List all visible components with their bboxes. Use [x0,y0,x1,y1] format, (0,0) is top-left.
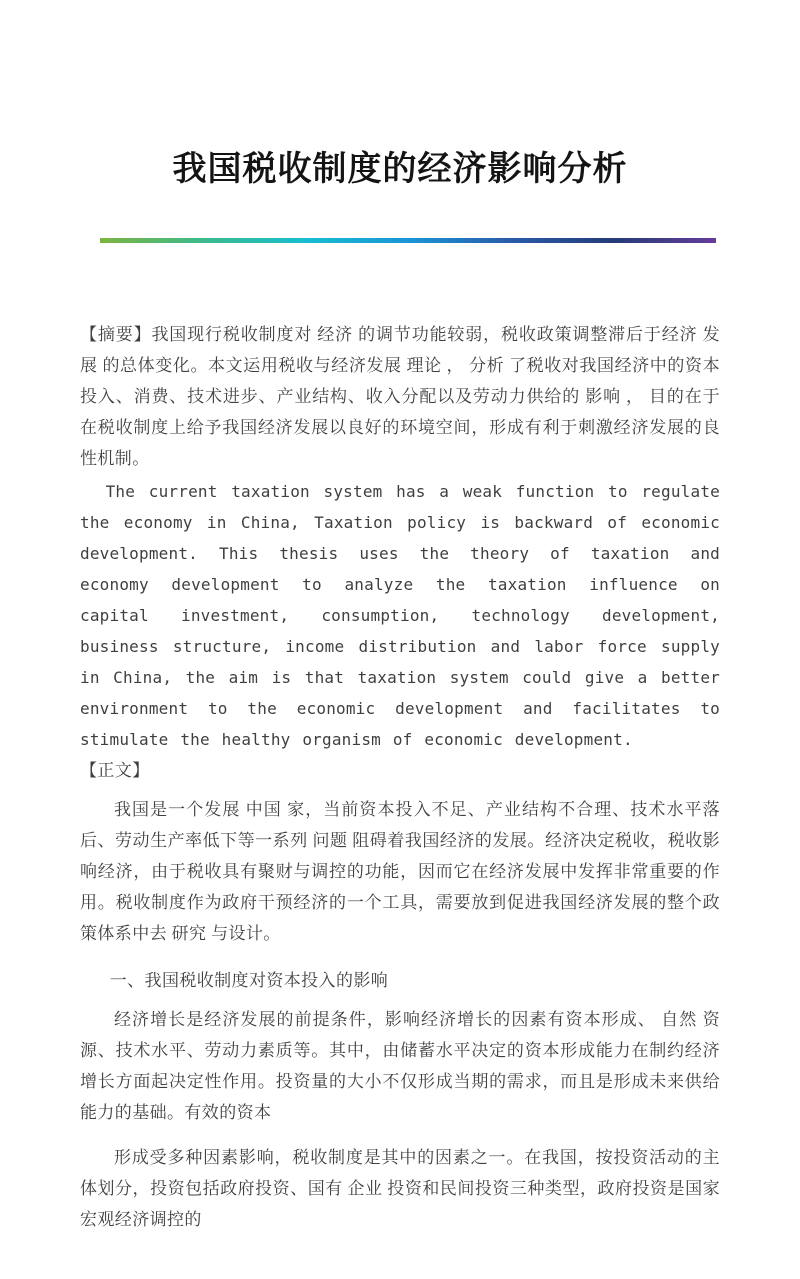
body-paragraph-3: 形成受多种因素影响，税收制度是其中的因素之一。在我国，按投资活动的主体划分，投资包括政府投资、国有 企业 投资和民间投资三种类型，政府投资是国家宏观经济调控的 [80,1148,720,1229]
body-section-label: 【正文】 [80,761,150,780]
section-heading-1: 一、我国税收制度对资本投入的影响 [109,971,389,990]
english-abstract-paragraph: The current taxation system has a weak function to regulate the economy in China, Taxation policy is backward of economic development. This thesis uses the theory of taxation and economy development to analyze the taxation influence on capital investment, consumption, technology development, business structure, income distribution and labor force supply in China, the aim is that taxation system could give a better environment to the economic development and facilitates to stimulate the healthy organism of economic development. [80,482,720,749]
document-page [0,148,800,1279]
body-paragraph-2: 经济增长是经济发展的前提条件，影响经济增长的因素有资本形成、 自然 资源、技术水平、劳动力素质等。其中，由储蓄水平决定的资本形成能力在制约经济增长方面起决定性作用。投资量的大小不仅形成当期的需求，而且是形成未来供给能力的基础。有效的资本 [80,1010,720,1122]
body-paragraph-1: 我国是一个发展 中国 家，当前资本投入不足、产业结构不合理、技术水平落后、劳动生产率低下等一系列 问题 阻碍着我国经济的发展。经济决定税收，税收影响经济，由于税收具有聚财与调控的功能，因而它在经济发展中发挥非常重要的作用。税收制度作为政府干预经济的一个工具，需要放到促进我国经济发展的整个政策体系中去 研究 与设计。 [80,800,720,943]
abstract-paragraph: 【摘要】我国现行税收制度对 经济 的调节功能较弱，税收政策调整滞后于经济 发展 的总体变化。本文运用税收与经济发展 理论 ， 分析 了税收对我国经济中的资本投入、消费、技术进步、产业结构、收入分配以及劳动力供给的 影响 ， 目的在于在税收制度上给予我国经济发展以良好的环境空间，形成有利于刺激经济发展的良性机制。 [80,325,720,468]
document-title: 我国税收制度的经济影响分析 [172,151,628,188]
gradient-divider [100,238,716,243]
